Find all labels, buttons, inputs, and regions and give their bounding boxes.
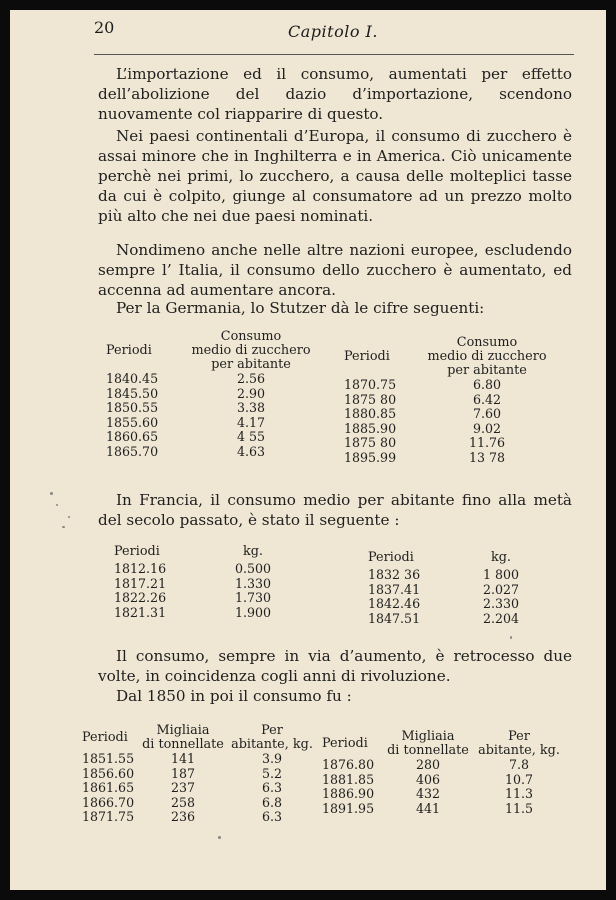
column-header-periodi: Periodi <box>114 544 160 559</box>
running-title: Capitolo I. <box>288 22 378 41</box>
table-row: 1822.26 1.730 <box>114 590 272 605</box>
paper-speck <box>62 526 65 528</box>
table-row: 1851.55 141 3.9 <box>82 751 283 766</box>
column-header-migliaia: Migliaia di tonnellate <box>387 729 469 758</box>
table-row: 1840.45 2.56 <box>106 371 266 386</box>
table-row: 1871.75 236 6.3 <box>82 809 283 824</box>
table-row: 1895.99 13 78 <box>344 449 506 465</box>
france-table-left <box>114 542 288 620</box>
paragraph-nondimeno: Nondimeno anche nelle altre nazioni europee, escludendo sempre l’ Italia, il consumo dello zucchero è aumentato, ed accenna ad aumentare ancora. <box>98 241 572 299</box>
column-header-periodi: Periodi <box>106 343 152 358</box>
paper-speck <box>218 836 221 839</box>
column-header-periodi: Periodi <box>344 349 390 364</box>
paper-speck <box>56 504 58 506</box>
column-header-per-abitante: Per abitante, kg. <box>231 723 313 752</box>
table-row: 1885.90 9.02 <box>344 420 502 436</box>
column-header-periodi: Periodi <box>82 730 128 745</box>
paragraph-importazione: L’importazione ed il consumo, aumentati per effetto dell’abolizione del dazio d’importazione, scendono nuovamente col riapparire di questo. <box>98 65 572 123</box>
paragraph-dal-1850: Dal 1850 in poi il consumo fu : <box>116 687 352 705</box>
column-header-periodi: Periodi <box>368 550 414 565</box>
paragraph-retrocesso: Il consumo, sempre in via d’aumento, è retrocesso due volte, in coincidenza cogli anni di rivoluzione. <box>98 647 572 685</box>
table-row: 1847.51 2.204 <box>368 610 520 626</box>
column-header-consumo: Consumo medio di zucchero per abitante <box>191 329 311 372</box>
paragraph-germania: Per la Germania, lo Stutzer dà le cifre seguenti: <box>116 299 485 317</box>
table-row: 1832 36 1 800 <box>368 567 520 582</box>
paper-speck <box>50 492 53 495</box>
table-row: 1856.60 187 5.2 <box>82 765 283 781</box>
table-row: 1886.90 432 11.3 <box>322 786 534 801</box>
france-table-right <box>368 548 538 626</box>
table-row: 1880.85 7.60 <box>344 406 502 421</box>
table-row: 1837.41 2.027 <box>368 581 520 597</box>
table-row: 1842.46 2.330 <box>368 596 520 611</box>
table-row: 1850.55 3.38 <box>106 400 266 415</box>
book-page <box>10 10 606 890</box>
paragraph-francia: In Francia, il consumo medio per abitante fino alla metà del secolo passato, è stato il seguente : <box>98 491 572 529</box>
table-row: 1876.80 280 7.8 <box>322 757 530 772</box>
paper-speck <box>68 516 70 518</box>
germany-table-left <box>106 330 316 459</box>
column-header-kg: kg. <box>242 544 263 559</box>
after-1850-table-left <box>82 724 316 825</box>
germany-table-right <box>344 336 552 465</box>
column-header-consumo: Consumo medio di zucchero per abitante <box>427 335 547 378</box>
column-header-per-abitante: Per abitante, kg. <box>478 729 560 758</box>
table-row: 1812.16 0.500 <box>114 561 272 576</box>
table-row: 1875 80 6.42 <box>344 391 502 407</box>
paper-speck <box>510 636 512 639</box>
header-rule <box>94 54 574 55</box>
page-header <box>10 10 606 60</box>
table-row: 1865.70 4.63 <box>106 443 266 459</box>
table-row: 1866.70 258 6.8 <box>82 794 283 810</box>
page-number: 20 <box>94 18 115 37</box>
table-row: 1860.65 4 55 <box>106 429 266 444</box>
column-header-migliaia: Migliaia di tonnellate <box>142 723 224 752</box>
table-row: 1875 80 11.76 <box>344 435 506 450</box>
table-row: 1881.85 406 10.7 <box>322 771 534 787</box>
column-header-periodi: Periodi <box>322 736 368 751</box>
column-header-kg: kg. <box>490 550 511 565</box>
table-row: 1845.50 2.90 <box>106 385 266 401</box>
paragraph-paesi-continentali: Nei paesi continentali d’Europa, il consumo di zucchero è assai minore che in Inghilterra e in America. Ciò unicamente perchè nei primi, lo zucchero, a causa delle molteplici tasse da cui è colpito, giunge al consumatore ad un prezzo molto più alto che nei due paesi nominati. <box>98 127 572 225</box>
table-row: 1861.65 237 6.3 <box>82 780 283 795</box>
table-row: 1891.95 441 11.5 <box>322 800 534 816</box>
table-row: 1821.31 1.900 <box>114 604 272 620</box>
table-row: 1817.21 1.330 <box>114 575 272 591</box>
table-row: 1870.75 6.80 <box>344 377 502 392</box>
after-1850-table-right <box>322 730 564 816</box>
table-row: 1855.60 4.17 <box>106 414 266 430</box>
